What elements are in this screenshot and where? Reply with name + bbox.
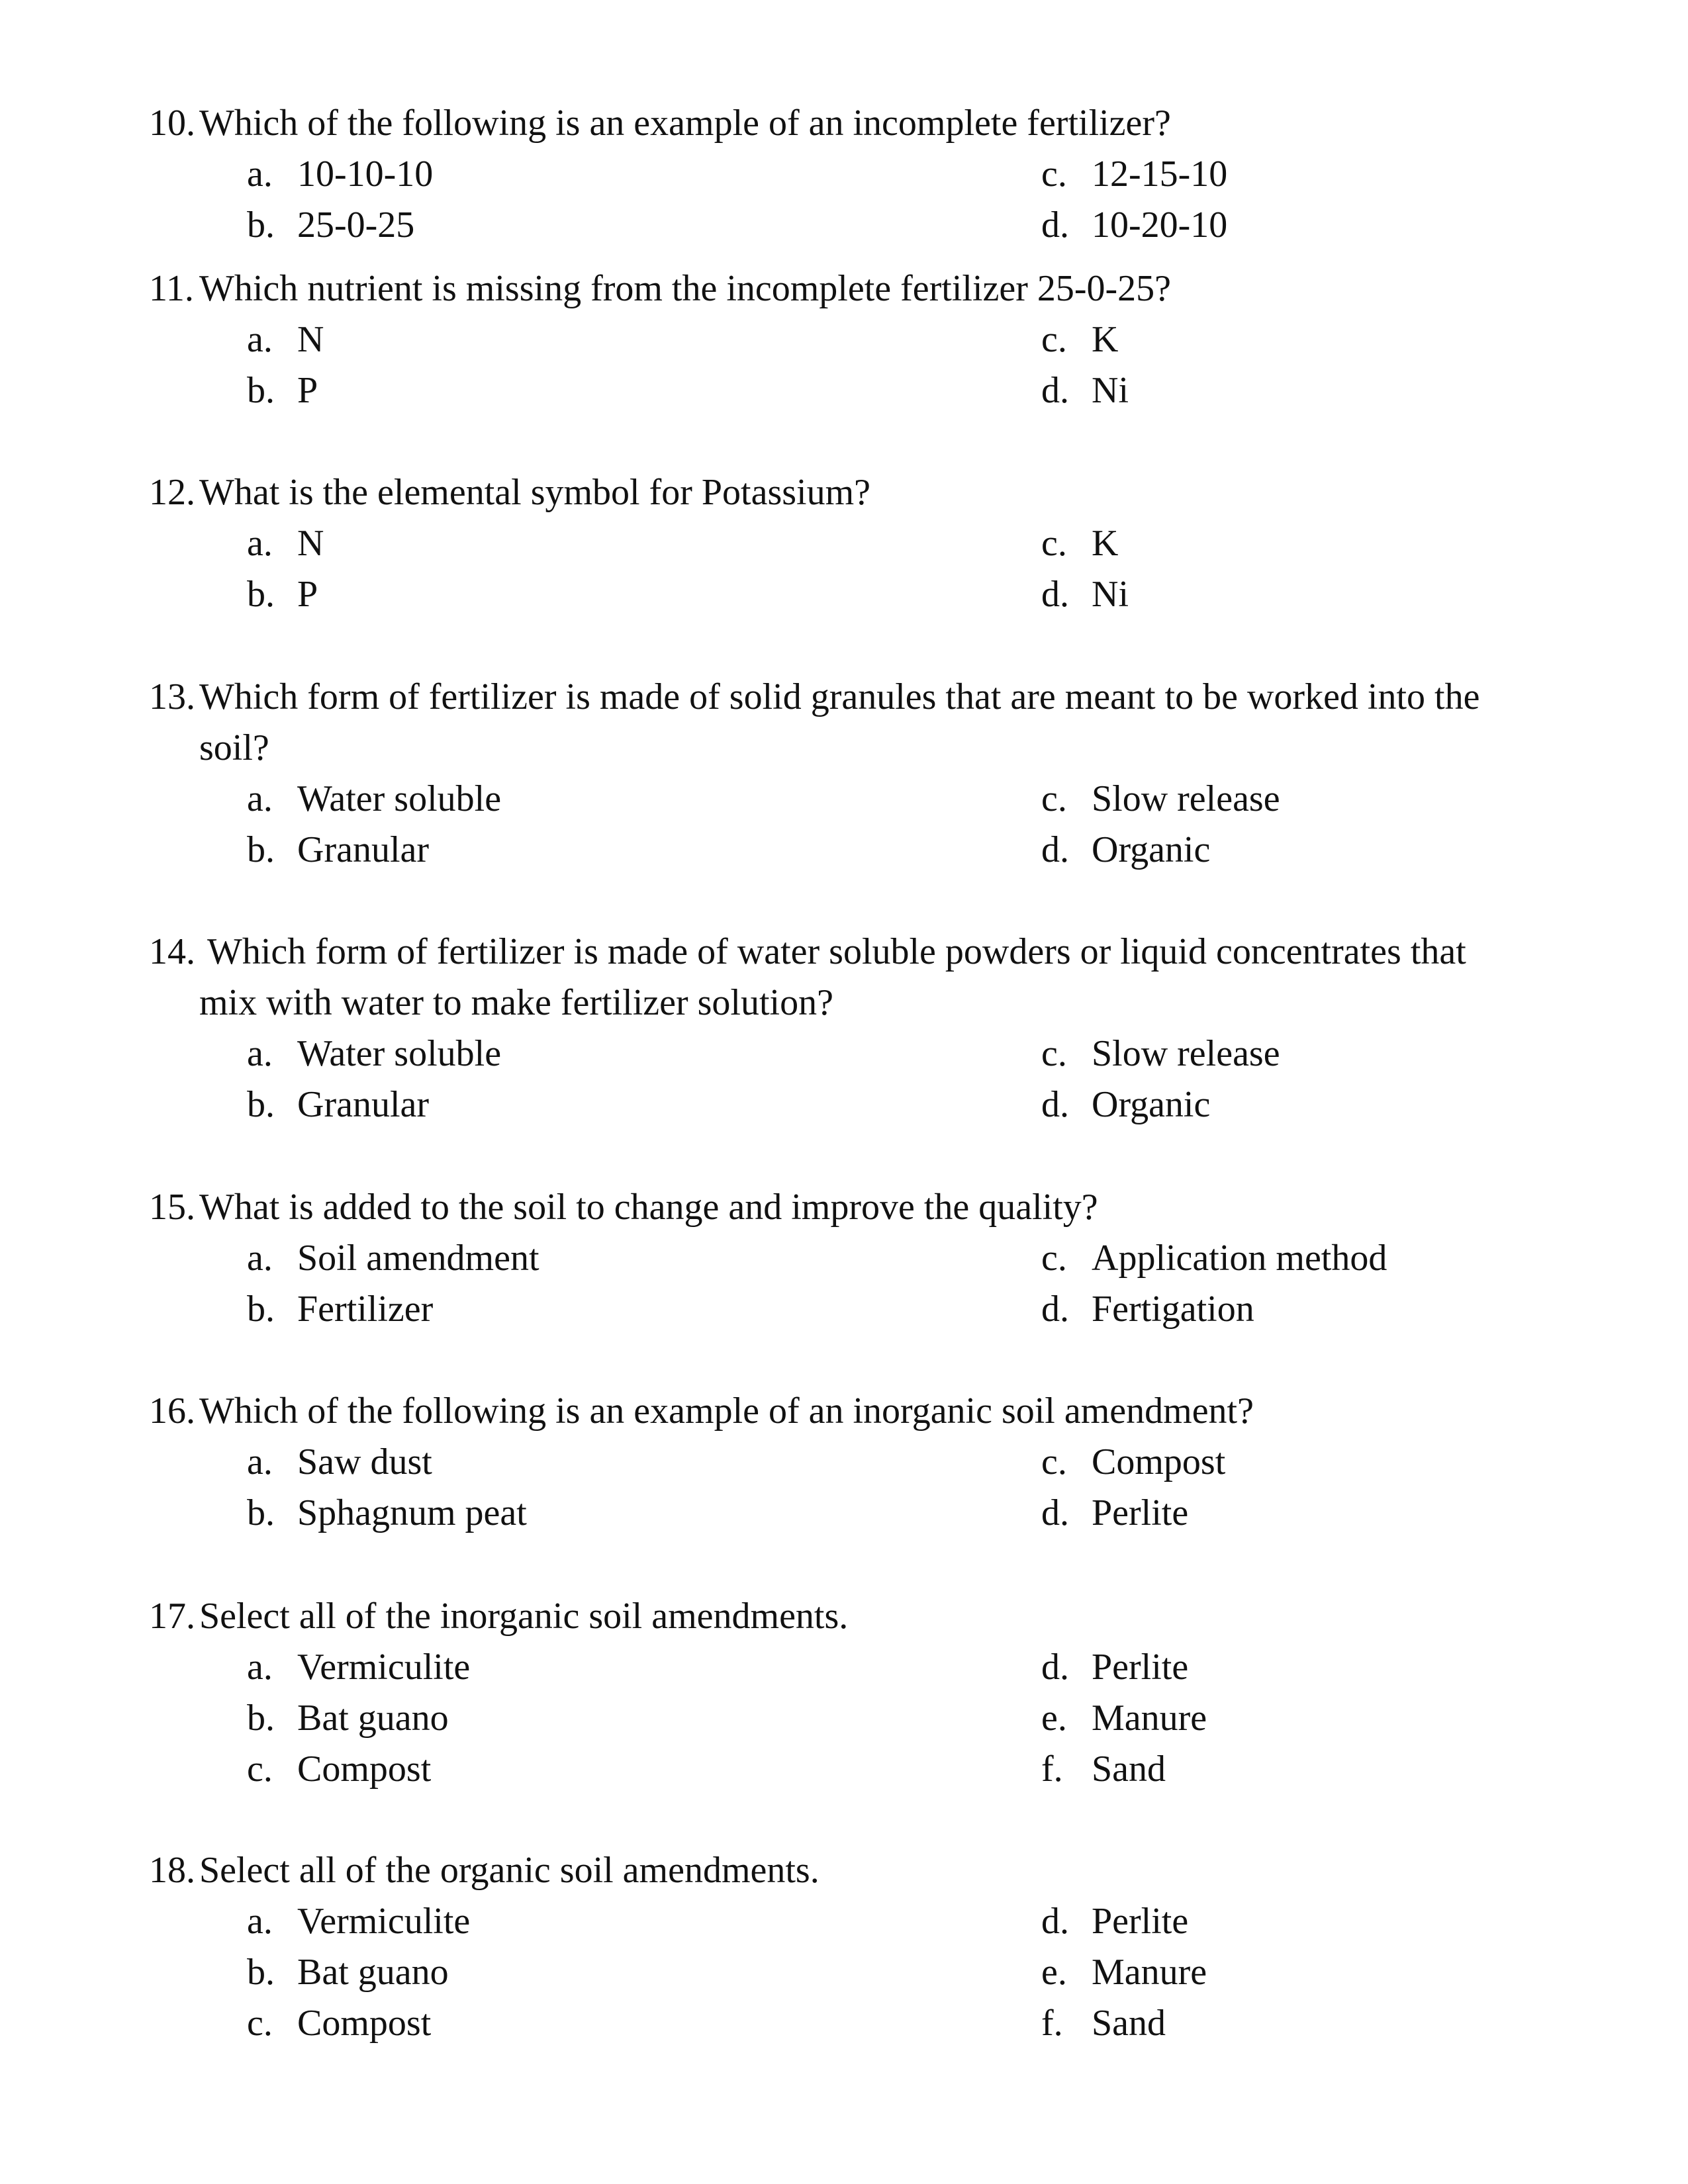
- option-a: a. Vermiculite: [247, 1647, 471, 1688]
- question-number: 15.: [149, 1187, 195, 1228]
- option-c: c. Compost: [247, 1749, 432, 1790]
- option-c: c. K: [1041, 523, 1119, 564]
- option-row: [149, 200, 1552, 251]
- question-stem: [149, 1182, 1552, 1233]
- question-stem: [149, 263, 1552, 314]
- option-a: a. N: [247, 319, 324, 360]
- option-b: b. P: [247, 574, 318, 615]
- option-e: e. Manure: [1041, 1698, 1207, 1739]
- option-b: b. Granular: [247, 829, 430, 870]
- option-c: c. Compost: [1041, 1441, 1226, 1482]
- question-text: Select all of the organic soil amendments.: [199, 1850, 820, 1891]
- option-row: [149, 1693, 1552, 1744]
- option-c: c. Slow release: [1041, 1033, 1280, 1074]
- question-number: 10.: [149, 103, 195, 144]
- question-stem: [149, 672, 1552, 723]
- option-row: [149, 1028, 1552, 1079]
- option-a: a. Water soluble: [247, 778, 502, 819]
- option-row: [149, 1437, 1552, 1488]
- option-c: c. Compost: [247, 2003, 432, 2044]
- option-b: b. Sphagnum peat: [247, 1492, 527, 1533]
- option-d: d. Organic: [1041, 1084, 1211, 1125]
- question-text: Which of the following is an example of an inorganic soil amendment?: [199, 1390, 1254, 1432]
- option-a: a. Saw dust: [247, 1441, 432, 1482]
- question-10: [149, 98, 1552, 251]
- question-number: 17.: [149, 1596, 195, 1637]
- question-15: [149, 1182, 1552, 1335]
- question-text: Which form of fertilizer is made of solid granules that are meant to be worked into the: [199, 676, 1480, 717]
- question-17: [149, 1591, 1552, 1795]
- option-row: [149, 1896, 1552, 1947]
- option-row: [149, 365, 1552, 416]
- question-text: Which nutrient is missing from the incomplete fertilizer 25-0-25?: [199, 268, 1172, 309]
- option-c: c. Application method: [1041, 1238, 1387, 1279]
- option-d: d. Organic: [1041, 829, 1211, 870]
- question-number: 12.: [149, 472, 195, 513]
- question-text-continued: mix with water to make fertilizer solution?: [199, 982, 833, 1023]
- question-number: 11.: [149, 268, 194, 309]
- question-stem: [149, 1591, 1552, 1642]
- option-c: c. 12-15-10: [1041, 154, 1228, 195]
- option-b: b. P: [247, 370, 318, 411]
- question-number: 16.: [149, 1390, 195, 1432]
- option-b: b. Bat guano: [247, 1952, 449, 1993]
- option-row: [149, 1947, 1552, 1998]
- option-row: [149, 569, 1552, 620]
- question-text: What is the elemental symbol for Potassium?: [199, 472, 871, 513]
- option-row: [149, 149, 1552, 200]
- question-stem: [149, 927, 1552, 978]
- option-d: d. Perlite: [1041, 1647, 1189, 1688]
- option-row: [149, 1079, 1552, 1130]
- option-b: b. Bat guano: [247, 1698, 449, 1739]
- question-stem: [149, 98, 1552, 149]
- question-14: [149, 927, 1552, 1130]
- option-d: d. Ni: [1041, 574, 1129, 615]
- option-row: [149, 825, 1552, 876]
- question-stem: [149, 467, 1552, 518]
- option-b: b. 25-0-25: [247, 205, 415, 246]
- question-18: [149, 1845, 1552, 2049]
- option-row: [149, 1233, 1552, 1284]
- option-row: [149, 1998, 1552, 2049]
- option-e: e. Manure: [1041, 1952, 1207, 1993]
- question-text: Which form of fertilizer is made of water soluble powders or liquid concentrates that: [207, 931, 1466, 972]
- option-a: a. 10-10-10: [247, 154, 434, 195]
- question-text: Select all of the inorganic soil amendments.: [199, 1596, 849, 1637]
- option-f: f. Sand: [1041, 2003, 1166, 2044]
- question-13: [149, 672, 1552, 876]
- option-a: a. Soil amendment: [247, 1238, 539, 1279]
- question-16: [149, 1386, 1552, 1539]
- question-text: What is added to the soil to change and improve the quality?: [199, 1187, 1098, 1228]
- option-a: a. Water soluble: [247, 1033, 502, 1074]
- option-d: d. Perlite: [1041, 1901, 1189, 1942]
- option-d: d. Ni: [1041, 370, 1129, 411]
- option-row: [149, 1744, 1552, 1795]
- option-a: a. Vermiculite: [247, 1901, 471, 1942]
- option-a: a. N: [247, 523, 324, 564]
- option-c: c. Slow release: [1041, 778, 1280, 819]
- question-stem: [149, 1845, 1552, 1896]
- question-stem: [149, 1386, 1552, 1437]
- question-text: Which of the following is an example of an incomplete fertilizer?: [199, 103, 1171, 144]
- option-row: [149, 1642, 1552, 1693]
- question-text-continued: soil?: [199, 727, 269, 768]
- option-row: [149, 518, 1552, 569]
- option-d: d. Fertigation: [1041, 1289, 1254, 1330]
- question-number: 13.: [149, 676, 195, 717]
- question-12: [149, 467, 1552, 620]
- option-c: c. K: [1041, 319, 1119, 360]
- option-row: [149, 774, 1552, 825]
- option-b: b. Granular: [247, 1084, 430, 1125]
- question-number: 18.: [149, 1850, 195, 1891]
- question-11: [149, 263, 1552, 416]
- option-row: [149, 1284, 1552, 1335]
- option-d: d. 10-20-10: [1041, 205, 1228, 246]
- option-d: d. Perlite: [1041, 1492, 1189, 1533]
- option-row: [149, 314, 1552, 365]
- option-f: f. Sand: [1041, 1749, 1166, 1790]
- question-number: 14.: [149, 931, 195, 972]
- option-b: b. Fertilizer: [247, 1289, 434, 1330]
- option-row: [149, 1488, 1552, 1539]
